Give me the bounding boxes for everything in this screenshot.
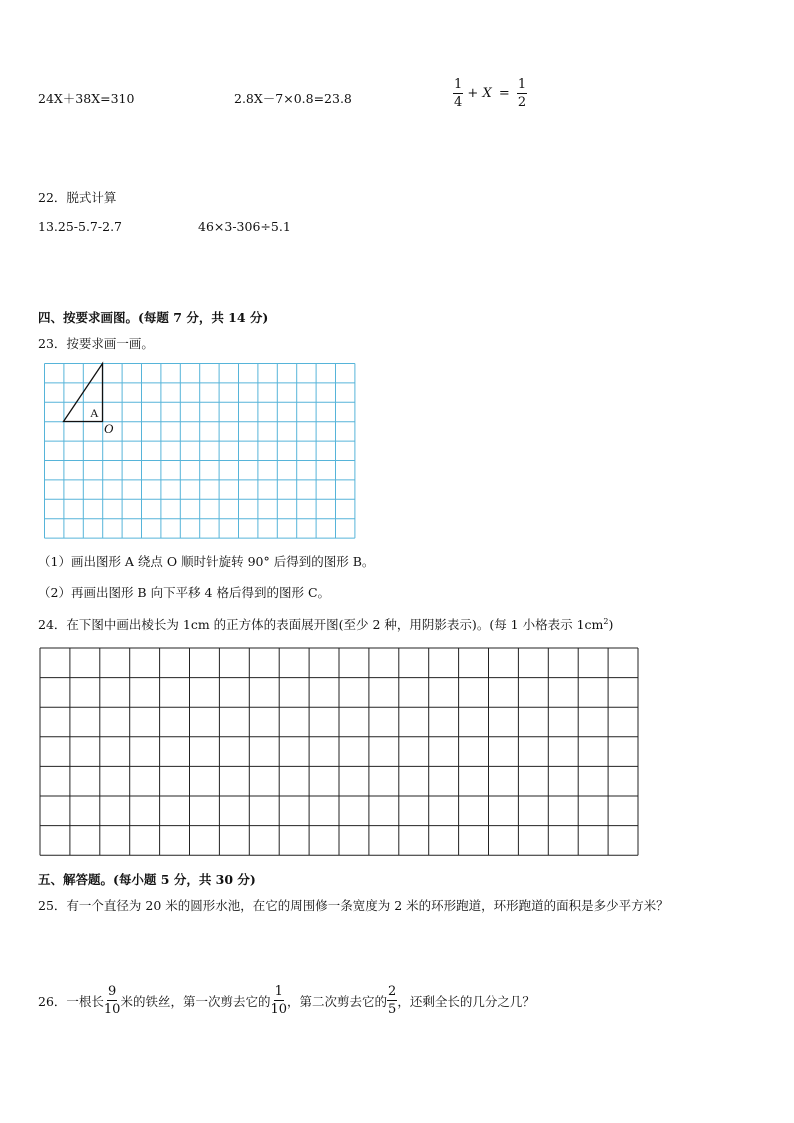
fraction-quarter: $\frac{1}{4}$ [454, 77, 463, 110]
fraction-two-fifths: $\frac{2}{5}$ [388, 984, 397, 1017]
plus-sign: + [467, 86, 479, 101]
triangle-label-a: A [90, 406, 99, 420]
question-23-title: 23．按要求画一画。 [38, 336, 154, 351]
point-label-o: O [104, 421, 114, 436]
equation-3 [453, 78, 527, 109]
fraction-half: $\frac{1}{2}$ [517, 77, 527, 110]
equation-1: 24X＋38X=310 [38, 91, 135, 106]
question-22-expr-2: 46×3-306÷5.1 [198, 219, 291, 234]
question-24-title: 24．在下图中画出棱长为 1cm 的正方体的表面展开图(至少 2 种，用阴影表示)。(每 1 小格表示 $1cm^2$) [38, 616, 614, 632]
equation-2: 2.8X－7×0.8=23.8 [234, 91, 352, 106]
question-26-text: 26．一根长 $\frac{9}{10}$ 米的铁丝，第一次剪去它的 $\frac{1}{10}$ ，第二次剪去它的 $\frac{2}{5}$ ，还剩全长的几分之几？ [38, 984, 535, 1017]
fraction-one-tenth: $\frac{1}{10}$ [270, 984, 288, 1017]
question-25-text: 25．有一个直径为 20 米的圆形水池，在它的周围修一条宽度为 2 米的环形跑道，环形跑道的面积是多少平方米？ [38, 898, 669, 913]
cube-net-grid [39, 647, 641, 859]
question-23-sub-1: （1）画出图形 A 绕点 O 顺时针旋转 90° 后得到的图形 B。 [38, 554, 375, 569]
question-22-expr-1: 13.25-5.7-2.7 [38, 219, 122, 234]
question-23-sub-2: （2）再画出图形 B 向下平移 4 格后得到的图形 C。 [38, 585, 331, 600]
variable-x: X [482, 86, 492, 101]
section-4-title: 四、按要求画图。(每题 7 分，共 14 分) [38, 310, 269, 325]
section-5-title: 五、解答题。(每小题 5 分，共 30 分) [38, 872, 256, 887]
fraction-nine-tenths: $\frac{9}{10}$ [103, 984, 121, 1017]
rotation-grid-figure [40, 360, 362, 540]
equals-sign: = [498, 86, 510, 101]
question-22-title: 22．脱式计算 [38, 190, 117, 205]
